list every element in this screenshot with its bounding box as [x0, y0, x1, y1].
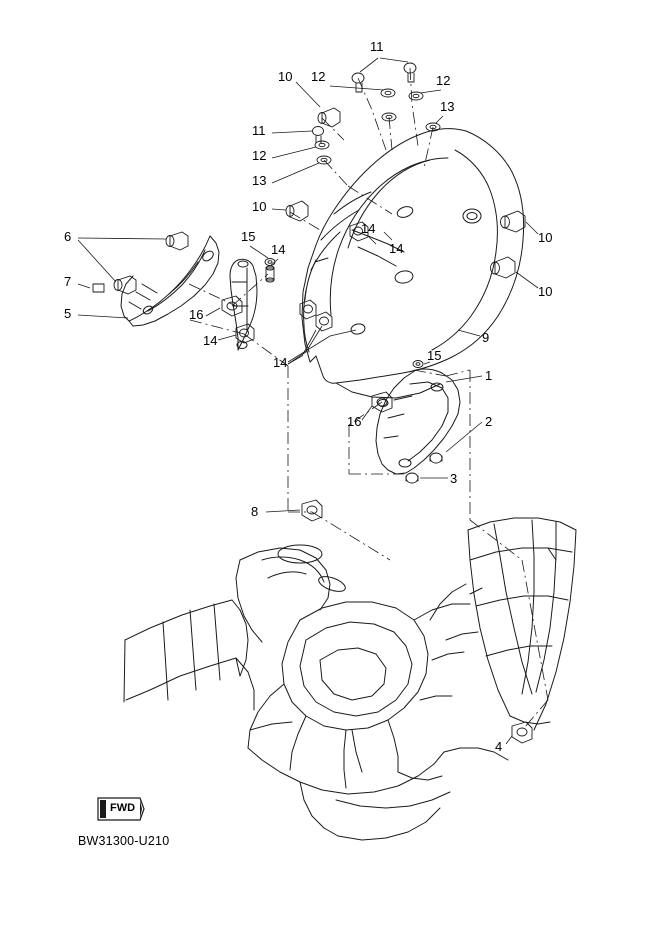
callout-11-left: 11: [252, 123, 266, 138]
forward-direction-badge: [96, 794, 146, 824]
callout-16-right: 16: [347, 414, 362, 429]
fwd-label: FWD: [110, 802, 136, 814]
callout-10-right-upper: 10: [538, 230, 553, 245]
callout-2: 2: [485, 414, 493, 429]
callout-15-left: 15: [241, 229, 256, 244]
callout-1: 1: [485, 368, 493, 383]
callout-8: 8: [251, 504, 259, 519]
callout-14-bundle: 14: [273, 355, 288, 370]
callout-7: 7: [64, 274, 72, 289]
callout-10-top-left: 10: [278, 69, 293, 84]
callout-4: 4: [495, 739, 503, 754]
callout-16-left: 16: [189, 307, 204, 322]
callout-11-top: 11: [370, 39, 384, 54]
callout-14-left: 14: [271, 242, 286, 257]
callout-12-top-right: 12: [436, 73, 451, 88]
callout-12-left: 12: [252, 148, 267, 163]
callout-3: 3: [450, 471, 458, 486]
callout-14-lower-left: 14: [203, 333, 218, 348]
callout-14-center-right: 14: [389, 241, 404, 256]
part-code-label: BW31300-U210: [78, 834, 170, 848]
callout-10-right-lower: 10: [538, 284, 553, 299]
callout-5: 5: [64, 306, 72, 321]
callout-14-center-upper: 14: [361, 221, 376, 236]
callout-13-top-right: 13: [440, 99, 455, 114]
callout-6: 6: [64, 229, 72, 244]
callout-10-left: 10: [252, 199, 267, 214]
callout-9: 9: [482, 330, 490, 345]
callout-12-top-left: 12: [311, 69, 326, 84]
callout-13-left: 13: [252, 173, 267, 188]
callout-15-right: 15: [427, 348, 442, 363]
